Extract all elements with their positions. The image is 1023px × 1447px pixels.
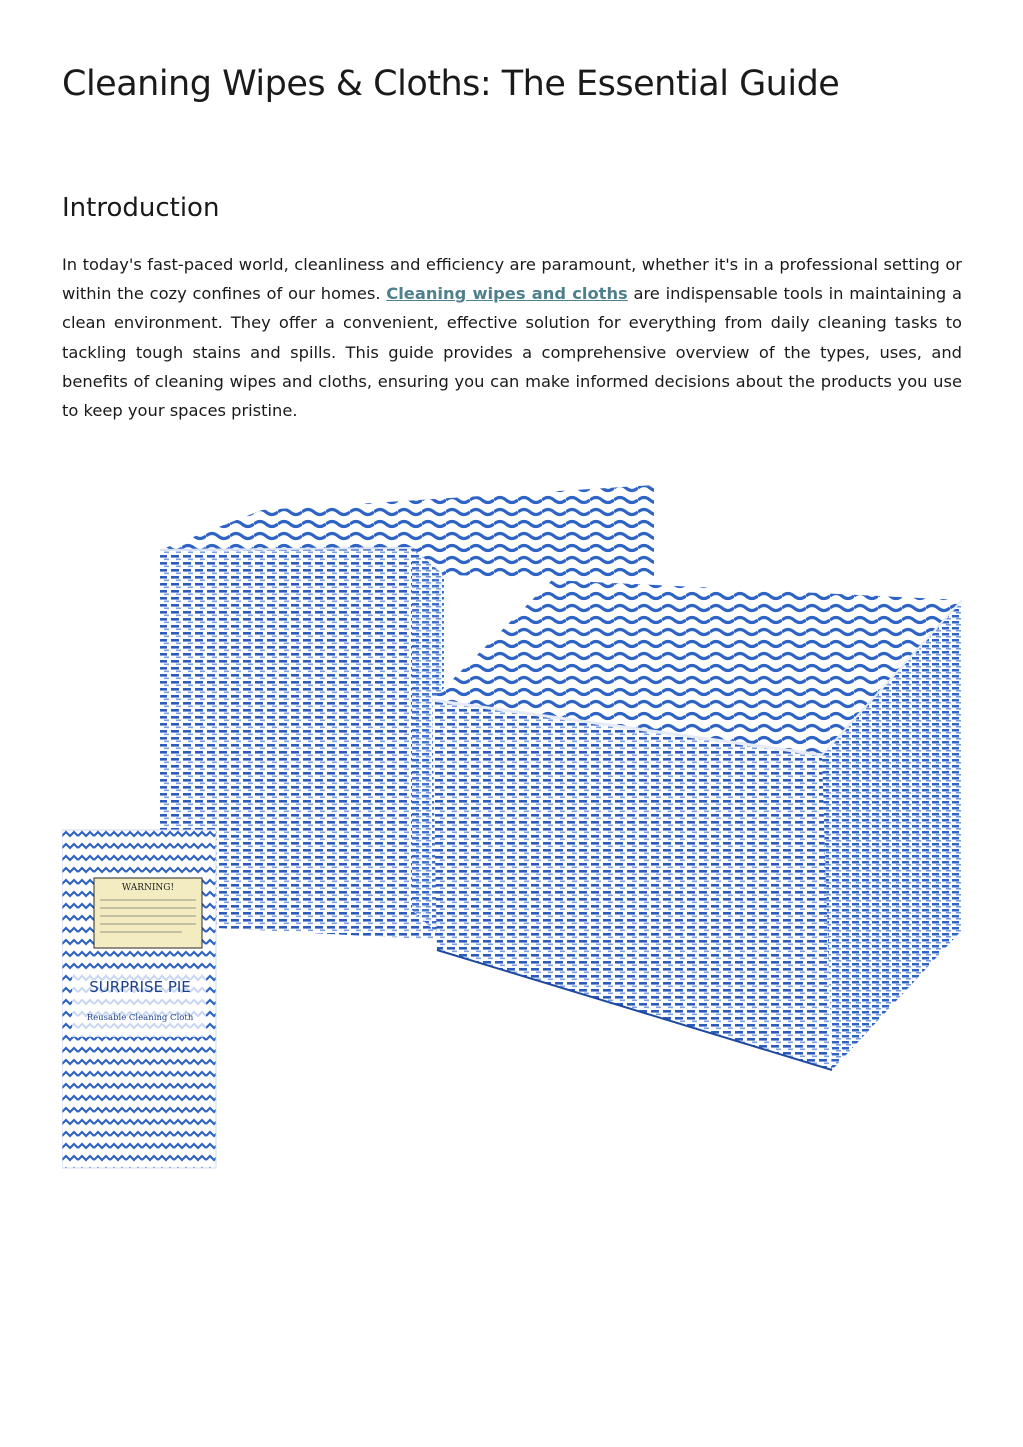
section-heading-introduction: Introduction	[62, 193, 220, 223]
cleaning-wipes-link[interactable]: Cleaning wipes and cloths	[386, 284, 628, 304]
product-image	[62, 470, 964, 1170]
intro-text-start: In today's fast-paced world, cleanliness and efficiency are paramount, whether it's in a professional setting or within the cozy confines of our homes.	[62, 255, 962, 304]
introduction-paragraph	[62, 250, 962, 425]
front-cloth-stack	[432, 580, 962, 1070]
page-title: Cleaning Wipes & Cloths: The Essential Guide	[62, 64, 840, 104]
intro-text-end: are indispensable tools in maintaining a clean environment. They offer a convenient, effective solution for everything from daily cleaning tasks to tackling tough stains and spills. This guide provides a comprehensive overview of the types, uses, and benefits of cleaning wipes and cloths, ensuring you can make informed decisions about the products you use to keep your spaces pristine.	[62, 284, 962, 421]
package-brand-name: SURPRISE PIE	[89, 978, 191, 996]
package-warning-title: WARNING!	[121, 883, 175, 893]
product-package	[62, 830, 216, 1168]
package-subtitle: Reusable Cleaning Cloth	[86, 1013, 194, 1023]
